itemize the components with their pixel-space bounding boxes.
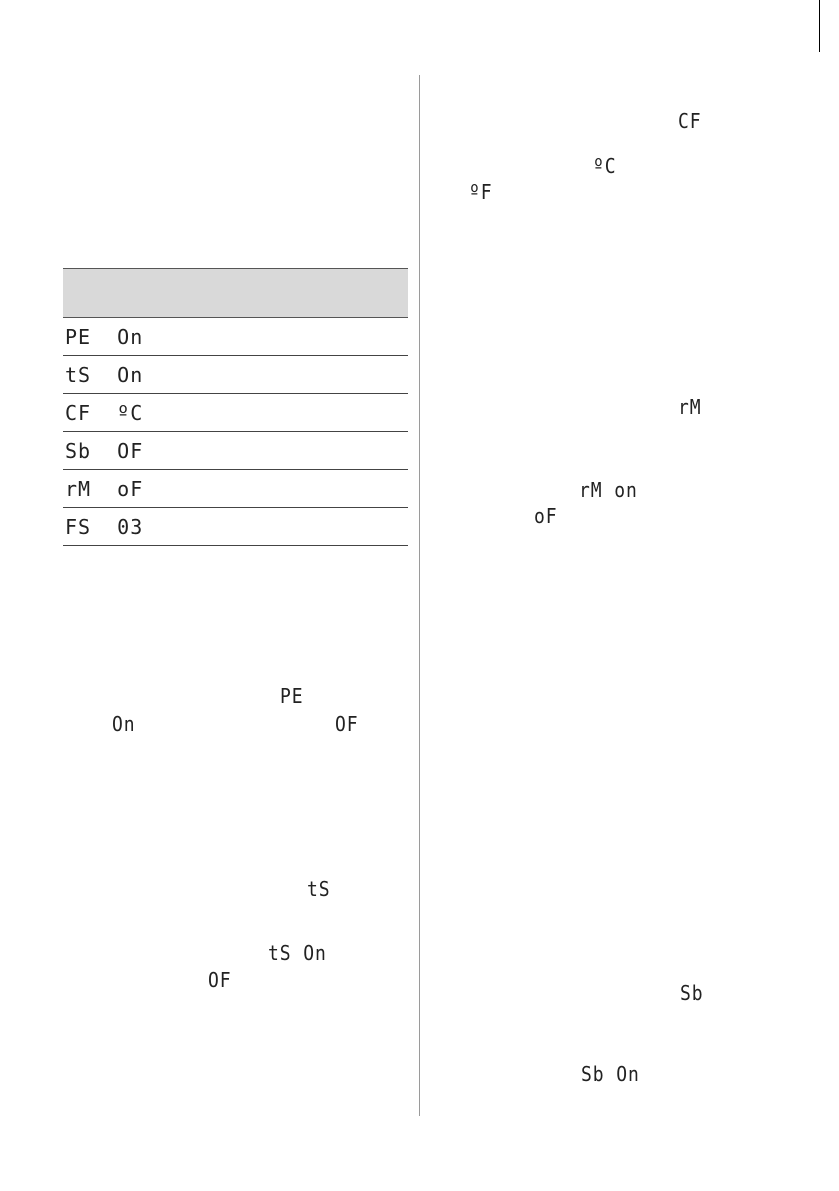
display-code-sb: Sb [680,981,704,1005]
display-code-rm-of: oF [534,504,558,528]
display-code-ts-on: tS On [268,941,327,965]
display-code-rm-on: rM on [579,478,638,502]
table-row: rM oF [63,470,408,508]
display-code-ts: tS [307,877,331,901]
display-code-sb-on: Sb On [581,1062,640,1086]
table-header [63,269,408,318]
display-code-pe-of: OF [335,712,359,736]
display-code-ts-of: OF [208,968,232,992]
column-divider [419,75,420,1116]
table-row: Sb OF [63,432,408,470]
display-code-rm: rM [678,395,702,419]
display-code-pe: PE [280,684,304,708]
table-row: FS 03 [63,508,408,546]
display-code-fahrenheit: ºF [469,180,493,204]
display-code-celsius: ºC [593,154,617,178]
table-row: CF ºC [63,394,408,432]
settings-table [63,268,408,546]
crop-mark [819,0,820,52]
table-row: PE On [63,318,408,356]
display-code-pe-on: On [112,712,136,736]
display-code-cf: CF [678,109,702,133]
table-row: tS On [63,356,408,394]
